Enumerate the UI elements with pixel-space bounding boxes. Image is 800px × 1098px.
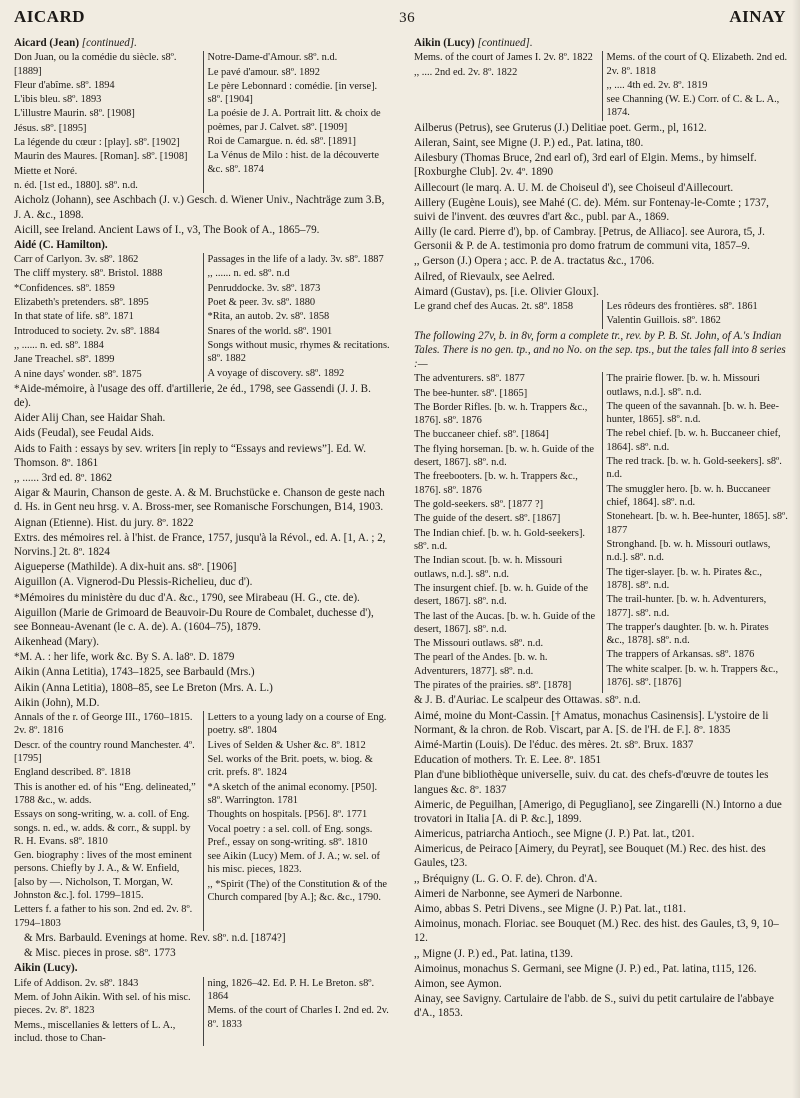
index-entry: ,, ...... 3rd ed. 8º. 1862 — [14, 472, 113, 484]
list-item: La poésie de J. A. Portrait litt. & choix de poèmes, par J. Calvet. s8º. [1909] — [207, 108, 381, 133]
index-entry: Aignan (Etienne). Hist. du jury. 8º. 1822 — [14, 516, 194, 529]
list-item: Mems., miscellanies & letters of L. A., includ. those to Chan- — [14, 1019, 176, 1044]
list-item: The adventurers. s8º. 1877 — [414, 373, 525, 385]
list-item: The trapper's daughter. [b. w. h. Pirates &c., 1878]. s8º. n.d. — [606, 621, 769, 647]
list-item: Miette et Noré. — [14, 165, 78, 177]
list-item: Lives of Selden & Usher &c. 8º. 1812 — [207, 739, 366, 751]
list-item: L'illustre Maurin. s8º. [1908] — [14, 108, 135, 120]
index-entry: Aikin (Anna Letitia), 1808–85, see Le Breton (Mrs. A. L.) — [14, 681, 273, 694]
index-entry: Education of mothers. Tr. E. Lee. 8º. 1851 — [414, 754, 602, 767]
list-item: The Indian scout. [b. w. h. Missouri outlaws, n.d.]. s8º. n.d. — [414, 555, 563, 580]
list-item: The pirates of the prairies. s8º. [1878] — [414, 680, 572, 692]
aimard-col-a — [414, 300, 596, 329]
list-item: Stronghand. [b. w. h. Missouri outlaws, n.d.]. s8º. n.d. — [606, 538, 771, 564]
index-entry: & Mrs. Barbauld. Evenings at home. Rev. s8º. n.d. [1874?] — [24, 932, 286, 944]
list-item: The Border Rifles. [b. w. h. Trappers &c., 1876]. s8º. 1876 — [414, 401, 588, 427]
index-entry: Aigar & Maurin, Chanson de geste. A. & M. Bruchstücke e. Chanson de geste nach d. Hs. in Gent neu hrsg. v. A. Bross-mer, see Romanische Forschungen, B14, 1903. — [14, 487, 385, 514]
list-item: see Channing (W. E.) Corr. of C. & L. A., 1874. — [606, 94, 780, 119]
running-header — [14, 6, 786, 32]
list-item: The smuggler hero. [b. w. h. Buccaneer chief, 1864]. s8º. n.d. — [606, 483, 771, 508]
list-item: Annals of the r. of George III., 1760–1815. 2v. 8º. 1816 — [14, 712, 193, 737]
list-item: The freebooters. [b. w. h. Trappers &c., 1876]. s8º. 1876 — [414, 471, 578, 496]
index-entry: Ailred, of Rievaulx, see Aelred. — [414, 270, 555, 283]
index-entry: Aillery (Eugène Louis), see Mahé (C. de). Mém. sur Fontenay-le-Comte ; 1737, suivi de l'invent. des œuvres d'art &c., publ. par A., 1869. — [414, 196, 769, 223]
index-entry: Aimeric, de Peguilhan, [Amerigo, di Peguglìano], see Zingarelli (N.) Intorno a due trovatori in Italia [A. di P. &c.], 1899. — [414, 798, 782, 825]
list-item: The insurgent chief. [b. w. h. Guide of the desert, 1867]. s8º. n.d. — [414, 582, 588, 608]
index-entry: Aimé, moine du Mont-Cassin. [† Amatus, monachus Casinensis]. L'ystoire de li Normant, & la chron. de Rob. Viscart, par A. [S. de l'H. de F.]. 8º. 1835 — [414, 709, 769, 736]
list-item: The red track. [b. w. h. Gold-seekers]. s8º. n.d. — [606, 456, 782, 481]
list-item: Letters f. a father to his son. 2nd ed. 2v. 8º. 1794–1803 — [14, 904, 193, 929]
lucy-works — [14, 977, 390, 1047]
index-entry: Aimé-Martin (Louis). De l'éduc. des mères. 2t. s8º. Brux. 1837 — [414, 738, 694, 751]
list-item: ning, 1826–42. Ed. P. H. Le Breton. s8º. 1864 — [207, 977, 375, 1002]
page-edge-shadow — [792, 0, 800, 1098]
index-entry: Aimoinus, monach. Floriac. see Bouquet (M.) Rec. des hist. des Gaules, t3, 9, 10–12. — [414, 918, 779, 945]
list-item: England described. 8º. 1818 — [14, 767, 131, 779]
index-entry: ,, Gerson (J.) Opera ; acc. P. de A. tractatus &c., 1706. — [414, 255, 655, 268]
aicard-works-col-a — [14, 51, 197, 193]
list-item: ,, ...... n. ed. s8º. n.d — [207, 268, 290, 280]
list-item: Passages in the life of a lady. 3v. s8º. 1887 — [207, 254, 384, 266]
index-entry: Ainay, see Savigny. Cartulaire de l'abb. de S., suivi du petit cartulaire de l'abbaye d'A., 1853. — [414, 993, 774, 1020]
list-item: Gen. biography : lives of the most eminent persons. Chiefly by J. A., & W. Enfield, [also by —. Nicholson, T. Morgan, W. Johnston &c.]. fol. 1799–1815. — [14, 850, 192, 902]
list-item: Elizabeth's pretenders. s8º. 1895 — [14, 297, 149, 308]
index-entry: Ailberus (Petrus), see Gruterus (J.) Delitiae poet. Germ., pl, 1612. — [414, 121, 707, 134]
list-item: *A sketch of the animal economy. [P50]. s8º. Warrington. 1781 — [207, 781, 378, 806]
list-item: Letters to a young lady on a course of Eng. poetry. s8º. 1804 — [207, 712, 387, 737]
list-item: Thoughts on hospitals. [P56]. 8º. 1771 — [207, 809, 368, 821]
list-item: Stoneheart. [b. w. h. Bee-hunter, 1865]. s8º. 1877 — [606, 511, 788, 536]
index-entry: Aiguillon (Marie de Grimoard de Beauvoir-Du Roure de Combalet, duchesse d'), see Bonneau-Avenant (le c. A. de). A. (1604–75), 1879. — [14, 606, 374, 633]
list-item: Penruddocke. 3v. s8º. 1873 — [207, 282, 321, 294]
list-item: The flying horseman. [b. w. h. Guide of the desert, 1867]. s8º. n.d. — [414, 443, 594, 469]
list-item: Sel. works of the Brit. poets, w. biog. & crit. prefs. 8º. 1824 — [207, 753, 373, 779]
lucy-cont-col-a — [414, 51, 596, 121]
index-entry: Aikin (Anna Letitia), 1743–1825, see Barbauld (Mrs.) — [14, 666, 255, 679]
john-aikin-works — [14, 711, 390, 931]
index-entry: *M. A. : her life, work &c. By S. A. la8º. D. 1879 — [14, 651, 235, 664]
entry-lucy-cont-head: Aikin (Lucy) [continued]. — [414, 37, 533, 49]
index-entry: Aider Alij Chan, see Haidar Shah. — [14, 412, 166, 425]
index-entry: Aillecourt (le marq. A. U. M. de Choiseul d'), see Choiseul d'Aillecourt. — [414, 181, 734, 194]
list-item: Essays on song-writing, w. a. coll. of Eng. songs. n. ed., w. adds. & corr., & suppl. by R. H. Evans. s8º. 1810 — [14, 809, 191, 847]
list-item: The Indian chief. [b. w. h. Gold-seekers]. s8º. n.d. — [414, 527, 585, 552]
tales-list — [414, 372, 788, 693]
list-item: Life of Addison. 2v. s8º. 1843 — [14, 977, 139, 989]
header-right: AINAY — [729, 7, 786, 26]
aide-works — [14, 253, 390, 382]
list-item: The rebel chief. [b. w. h. Buccaneer chief, 1864]. s8º. n.d. — [606, 428, 781, 453]
john-works-col-a — [14, 711, 197, 931]
list-item: A nine days' wonder. s8º. 1875 — [14, 368, 142, 380]
aide-works-col-a — [14, 253, 197, 382]
list-item: The white scalper. [b. w. h. Trappers &c., 1876]. s8º. [1876] — [606, 663, 779, 689]
list-item: Mems. of the court of Q. Elizabeth. 2nd ed. 2v. 8º. 1818 — [606, 52, 788, 77]
list-item: Jésus. s8º. [1895] — [14, 122, 87, 134]
index-entry: Plan d'une bibliothèque universelle, suiv. du cat. des chefs-d'œuvre de toutes les langues &c. 8º. 1837 — [414, 769, 769, 796]
index-entry: Aimoinus, monachus S. Germani, see Migne (J. P.) ed., Pat. latina, t115, 126. — [414, 962, 757, 975]
list-item: The bee-hunter. s8º. [1865] — [414, 387, 528, 399]
list-item: The trappers of Arkansas. s8º. 1876 — [606, 649, 755, 661]
list-item: A voyage of discovery. s8º. 1892 — [207, 367, 345, 379]
list-item: Fleur d'abîme. s8º. 1894 — [14, 79, 115, 91]
index-entry: Aikenhead (Mary). — [14, 636, 100, 649]
list-item: La Vénus de Milo : hist. de la découverte &c. s8º. 1874 — [207, 150, 379, 175]
list-item: Snares of the world. s8º. 1901 — [207, 325, 333, 337]
index-entry: Aimard (Gustav), ps. [i.e. Olivier Gloux]. — [414, 285, 599, 298]
aicard-works — [14, 51, 390, 193]
list-item: Mems. of the court of James I. 2v. 8º. 1822 — [414, 52, 593, 64]
list-item: Notre-Dame-d'Amour. s8º. n.d. — [207, 52, 338, 64]
lucy-works-col-a — [14, 977, 197, 1047]
index-entry: Ailly (le card. Pierre d'), bp. of Cambray. [Petrus, de Alliaco]. see Aurora, t5, J. Gersonii & P. de A. testimonia pro domo fratrum de communi vita, 1857–9. — [414, 226, 765, 253]
list-item: Le grand chef des Aucas. 2t. s8º. 1858 — [414, 301, 574, 312]
aimard-col-b — [602, 300, 789, 329]
list-item: n. éd. [1st ed., 1880]. s8º. n.d. — [14, 180, 138, 191]
left-entries — [14, 382, 390, 710]
index-entry: Aiguillon (A. Vignerod-Du Plessis-Richelieu, duc d'). — [14, 576, 253, 589]
list-item: The prairie flower. [b. w. h. Missouri outlaws, n.d.]. s8º. n.d. — [606, 373, 760, 398]
entry-aicill: Aicill, see Ireland. Ancient Laws of I., v3, The Book of A., 1865–79. — [14, 223, 320, 236]
entry-aide-head: Aidé (C. Hamilton). — [14, 238, 108, 251]
index-entry: Aimericus, patriarcha Antioch., see Migne (J. P.) Pat. lat., t201. — [414, 828, 695, 841]
list-item: see Aikin (Lucy) Mem. of J. A.; w. sel. of his misc. pieces, 1823. — [207, 851, 380, 876]
tales-col-b — [602, 372, 789, 693]
list-item: The trail-hunter. [b. w. h. Adventurers, 1877]. s8º. n.d. — [606, 594, 767, 619]
left-tail — [14, 931, 390, 960]
list-item: Poet & peer. 3v. s8º. 1880 — [207, 297, 316, 308]
list-item: L'ibis bleu. s8º. 1893 — [14, 94, 102, 106]
index-entry: Aigueperse (Mathilde). A dix-huit ans. s8º. [1906] — [14, 561, 237, 574]
index-entry: *Mémoires du ministère du duc d'A. &c., 1790, see Mirabeau (H. G., cte. de). — [14, 591, 360, 604]
list-item: The Missouri outlaws. s8º. n.d. — [414, 638, 544, 650]
tales-col-a — [414, 372, 596, 693]
entry-aicard-head: Aicard (Jean) [continued]. — [14, 37, 137, 49]
index-entry: Aimo, abbas S. Petri Divens., see Migne (J. P.) Pat. lat., t181. — [414, 903, 687, 915]
list-item: ,, .... 4th ed. 2v. 8º. 1819 — [606, 79, 708, 91]
right-entries-2 — [414, 693, 788, 1020]
list-item: Valentin Guillois. s8º. 1862 — [606, 315, 721, 327]
list-item: Vocal poetry : a sel. coll. of Eng. songs. Pref., essay on song-writing. s8º. 1810 — [207, 823, 373, 848]
aicard-works-col-b — [203, 51, 391, 193]
list-item: The tiger-slayer. [b. w. h. Pirates &c., 1878]. s8º. n.d. — [606, 566, 763, 591]
list-item: The buccaneer chief. s8º. [1864] — [414, 429, 549, 441]
list-item: ,, .... 2nd ed. 2v. 8º. 1822 — [414, 66, 518, 78]
list-item: La légende du cœur : [play]. s8º. [1902] — [14, 137, 180, 149]
index-entry: *Aide-mémoire, à l'usage des off. d'artillerie, 2e éd., 1798, see Gassendi (J. J. B. de). — [14, 382, 371, 410]
header-left: AICARD — [14, 7, 85, 26]
index-entry: Extrs. des mémoires rel. à l'hist. de France, 1757, jusqu'à la Révol., ed. A. [1, A. ; 2, Norvins.] 2t. 8º. 1824 — [14, 531, 386, 558]
index-entry: Aids to Faith : essays by sev. writers [in reply to “Essays and reviews”]. Ed. W. Thomson. 8º. 1861 — [14, 442, 367, 469]
index-entry: ,, Migne (J. P.) ed., Pat. latina, t139. — [414, 947, 573, 960]
index-entry: Aids (Feudal), see Feudal Aids. — [14, 427, 154, 440]
aide-works-col-b — [203, 253, 391, 382]
aimard-works — [414, 300, 788, 329]
list-item: Mem. of John Aikin. With sel. of his misc. pieces. 2v. 8º. 1823 — [14, 991, 191, 1017]
list-item: In that state of life. s8º. 1871 — [14, 311, 134, 323]
lucy-cont-works — [414, 51, 788, 121]
index-entry: Aikin (John), M.D. — [14, 696, 100, 709]
list-item: ,, *Spirit (The) of the Constitution & of the Church compared [by A.]; &c. &c., 1790. — [207, 878, 388, 904]
lucy-cont-col-b — [602, 51, 789, 121]
index-entry: Ailesbury (Thomas Bruce, 2nd earl of), 3rd earl of Elgin. Mems., by himself. [Roxburghe Club]. 2v. 4º. 1890 — [414, 152, 757, 179]
list-item: The gold-seekers. s8º. [1877 ?] — [414, 499, 544, 510]
list-item: Le pavé d'amour. s8º. 1892 — [207, 66, 320, 78]
list-item: Don Juan, ou la comédie du siècle. s8º. [1889] — [14, 52, 177, 77]
index-entry: Aimericus, de Peiraco [Aimery, du Peyrat], see Bouquet (M.) Rec. des hist. des Gaules, t23. — [414, 843, 766, 870]
list-item: Maurin des Maures. [Roman]. s8º. [1908] — [14, 151, 188, 163]
right-entries-1 — [414, 121, 788, 299]
list-item: The cliff mystery. s8º. Bristol. 1888 — [14, 268, 163, 280]
list-item: The queen of the savannah. [b. w. h. Bee-hunter, 1865]. s8º. n.d. — [606, 400, 779, 426]
list-item: Mems. of the court of Charles I. 2nd ed. 2v. 8º. 1833 — [207, 1005, 389, 1030]
list-item: Roi de Camargue. n. éd. s8º. [1891] — [207, 136, 356, 148]
john-works-col-b — [203, 711, 391, 931]
list-item: Les rôdeurs des frontières. s8º. 1861 — [606, 301, 758, 312]
page-number: 36 — [399, 10, 416, 26]
list-item: *Confidences. s8º. 1859 — [14, 282, 115, 294]
tales-note: The following 27v, b. in 8v, form a complete tr., rev. by P. B. St. John, of A.'s Indian Tales. There is no gen. tp., and no No. on the sep. tps., but the tales fall into 8 series :— — [414, 329, 786, 370]
list-item: Carr of Carlyon. 3v. s8º. 1862 — [14, 254, 139, 266]
list-item: This is another ed. of his “Eng. delineated,” 1788 &c., w. adds. — [14, 781, 196, 806]
list-item: Jane Treachel. s8º. 1899 — [14, 354, 115, 366]
list-item: Le père Lebonnard : comédie. [in verse]. s8º. [1904] — [207, 80, 378, 106]
index-entry: & J. B. d'Auriac. Le scalpeur des Ottawas. s8º. n.d. — [414, 694, 641, 707]
lucy-works-col-b — [203, 977, 391, 1047]
list-item: Descr. of the country round Manchester. 4º. [1795] — [14, 739, 195, 764]
index-entry: & Misc. pieces in prose. s8º. 1773 — [24, 947, 176, 960]
index-entry: Aimeri de Narbonne, see Aymeri de Narbonne. — [414, 887, 623, 900]
list-item: The pearl of the Andes. [b. w. h. Adventurers, 1877]. s8º. n.d. — [414, 652, 548, 677]
entry-lucy-head: Aikin (Lucy). — [14, 962, 78, 975]
list-item: The guide of the desert. s8º. [1867] — [414, 513, 561, 525]
index-entry: ,, Bréquigny (L. G. O. F. de). Chron. d'A. — [414, 872, 598, 885]
list-item: Introduced to society. 2v. s8º. 1884 — [14, 325, 160, 337]
right-column — [414, 36, 788, 1022]
list-item: ,, ...... n. ed. s8º. 1884 — [14, 339, 104, 351]
list-item: Songs without music, rhymes & recitations. s8º. 1882 — [207, 339, 390, 365]
list-item: *Rita, an autob. 2v. s8º. 1858 — [207, 311, 330, 323]
index-entry: Aileran, Saint, see Migne (J. P.) ed., Pat. latina, t80. — [414, 136, 644, 149]
list-item: The last of the Aucas. [b. w. h. Guide of the desert, 1867]. s8º. n.d. — [414, 610, 596, 635]
left-column — [14, 36, 390, 1046]
entry-aicholz: Aicholz (Johann), see Aschbach (J. v.) Gesch. d. Wiener Univ., Nachträge zum 3.B, J. A. &c., 1898. — [14, 194, 385, 221]
index-entry: Aimon, see Aymon. — [414, 977, 502, 990]
